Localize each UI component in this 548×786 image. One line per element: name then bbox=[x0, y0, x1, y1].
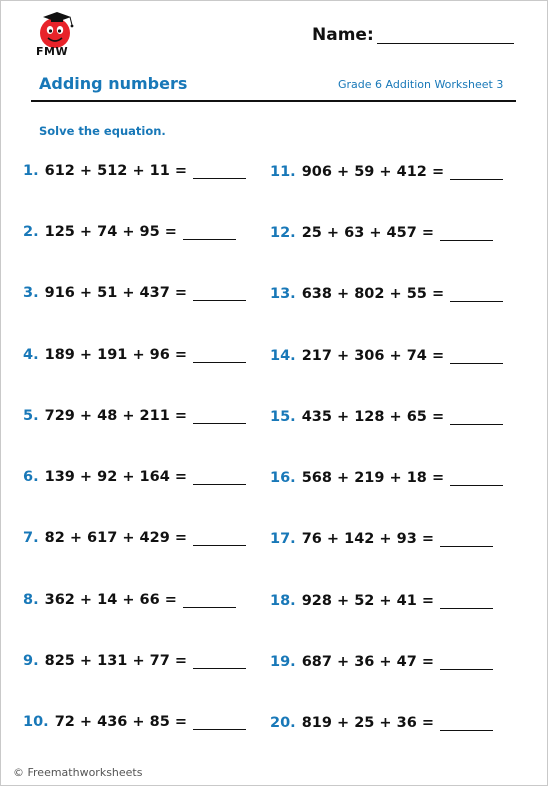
answer-blank[interactable] bbox=[193, 362, 246, 363]
problem-item bbox=[23, 283, 246, 303]
name-blank-line[interactable] bbox=[377, 43, 514, 44]
copyright-footer: © Freemathworksheets bbox=[13, 766, 143, 779]
problem-equation: 76 + 142 + 93 = bbox=[301, 531, 434, 547]
problem-item bbox=[23, 651, 246, 671]
worksheet-title: Adding numbers bbox=[39, 74, 188, 93]
problem-item bbox=[270, 407, 503, 427]
problem-number: 16. bbox=[270, 470, 296, 486]
logo-text: FMW bbox=[36, 45, 69, 58]
problem-number: 7. bbox=[23, 530, 39, 546]
problem-number: 3. bbox=[23, 285, 39, 301]
problem-equation: 729 + 48 + 211 = bbox=[44, 408, 188, 424]
problem-number: 20. bbox=[270, 715, 296, 731]
instructions: Solve the equation. bbox=[39, 124, 166, 138]
answer-blank[interactable] bbox=[440, 546, 493, 547]
problem-number: 11. bbox=[270, 164, 296, 180]
problem-item bbox=[270, 223, 493, 243]
problem-equation: 189 + 191 + 96 = bbox=[44, 347, 188, 363]
answer-blank[interactable] bbox=[440, 608, 493, 609]
problem-number: 8. bbox=[23, 592, 39, 608]
problem-number: 14. bbox=[270, 348, 296, 364]
problem-number: 1. bbox=[23, 163, 39, 179]
header-divider bbox=[31, 100, 516, 102]
answer-blank[interactable] bbox=[193, 300, 246, 301]
answer-blank[interactable] bbox=[193, 729, 246, 730]
problem-item bbox=[270, 346, 503, 366]
answer-blank[interactable] bbox=[450, 485, 503, 486]
problem-number: 5. bbox=[23, 408, 39, 424]
problem-equation: 638 + 802 + 55 = bbox=[301, 286, 445, 302]
problem-item bbox=[270, 529, 493, 549]
problem-equation: 906 + 59 + 412 = bbox=[301, 164, 445, 180]
answer-blank[interactable] bbox=[450, 363, 503, 364]
problem-item bbox=[23, 467, 246, 487]
problem-equation: 72 + 436 + 85 = bbox=[54, 714, 187, 730]
problem-equation: 916 + 51 + 437 = bbox=[44, 285, 188, 301]
problem-equation: 612 + 512 + 11 = bbox=[44, 163, 188, 179]
problem-item bbox=[270, 652, 493, 672]
answer-blank[interactable] bbox=[440, 669, 493, 670]
problem-equation: 568 + 219 + 18 = bbox=[301, 470, 445, 486]
problem-number: 10. bbox=[23, 714, 49, 730]
answer-blank[interactable] bbox=[183, 239, 236, 240]
problem-number: 6. bbox=[23, 469, 39, 485]
problem-equation: 687 + 36 + 47 = bbox=[301, 654, 434, 670]
worksheet-subtitle: Grade 6 Addition Worksheet 3 bbox=[338, 78, 504, 91]
problem-number: 15. bbox=[270, 409, 296, 425]
problem-item bbox=[23, 345, 246, 365]
problem-item bbox=[23, 222, 236, 242]
problem-equation: 362 + 14 + 66 = bbox=[44, 592, 177, 608]
problem-equation: 825 + 131 + 77 = bbox=[44, 653, 188, 669]
problem-number: 13. bbox=[270, 286, 296, 302]
problem-number: 18. bbox=[270, 593, 296, 609]
answer-blank[interactable] bbox=[193, 668, 246, 669]
answer-blank[interactable] bbox=[193, 178, 246, 179]
answer-blank[interactable] bbox=[193, 423, 246, 424]
problem-equation: 217 + 306 + 74 = bbox=[301, 348, 445, 364]
problem-number: 4. bbox=[23, 347, 39, 363]
problem-number: 19. bbox=[270, 654, 296, 670]
problem-item bbox=[270, 284, 503, 304]
problem-equation: 928 + 52 + 41 = bbox=[301, 593, 434, 609]
problem-item bbox=[23, 406, 246, 426]
problem-equation: 435 + 128 + 65 = bbox=[301, 409, 445, 425]
answer-blank[interactable] bbox=[440, 730, 493, 731]
problem-item bbox=[270, 713, 493, 733]
answer-blank[interactable] bbox=[440, 240, 493, 241]
answer-blank[interactable] bbox=[450, 301, 503, 302]
problem-number: 12. bbox=[270, 225, 296, 241]
problem-item bbox=[23, 528, 246, 548]
problem-equation: 82 + 617 + 429 = bbox=[44, 530, 188, 546]
problem-item bbox=[23, 712, 246, 732]
answer-blank[interactable] bbox=[450, 424, 503, 425]
problem-equation: 819 + 25 + 36 = bbox=[301, 715, 434, 731]
answer-blank[interactable] bbox=[193, 484, 246, 485]
problem-equation: 139 + 92 + 164 = bbox=[44, 469, 188, 485]
problem-number: 2. bbox=[23, 224, 39, 240]
problem-equation: 25 + 63 + 457 = bbox=[301, 225, 434, 241]
name-label: Name: bbox=[312, 25, 374, 45]
problem-number: 17. bbox=[270, 531, 296, 547]
problem-item bbox=[270, 162, 503, 182]
answer-blank[interactable] bbox=[450, 179, 503, 180]
answer-blank[interactable] bbox=[183, 607, 236, 608]
problem-equation: 125 + 74 + 95 = bbox=[44, 224, 177, 240]
problem-item bbox=[23, 161, 246, 181]
problem-item bbox=[270, 468, 503, 488]
problem-item bbox=[23, 590, 236, 610]
problem-number: 9. bbox=[23, 653, 39, 669]
problem-item bbox=[270, 591, 493, 611]
answer-blank[interactable] bbox=[193, 545, 246, 546]
